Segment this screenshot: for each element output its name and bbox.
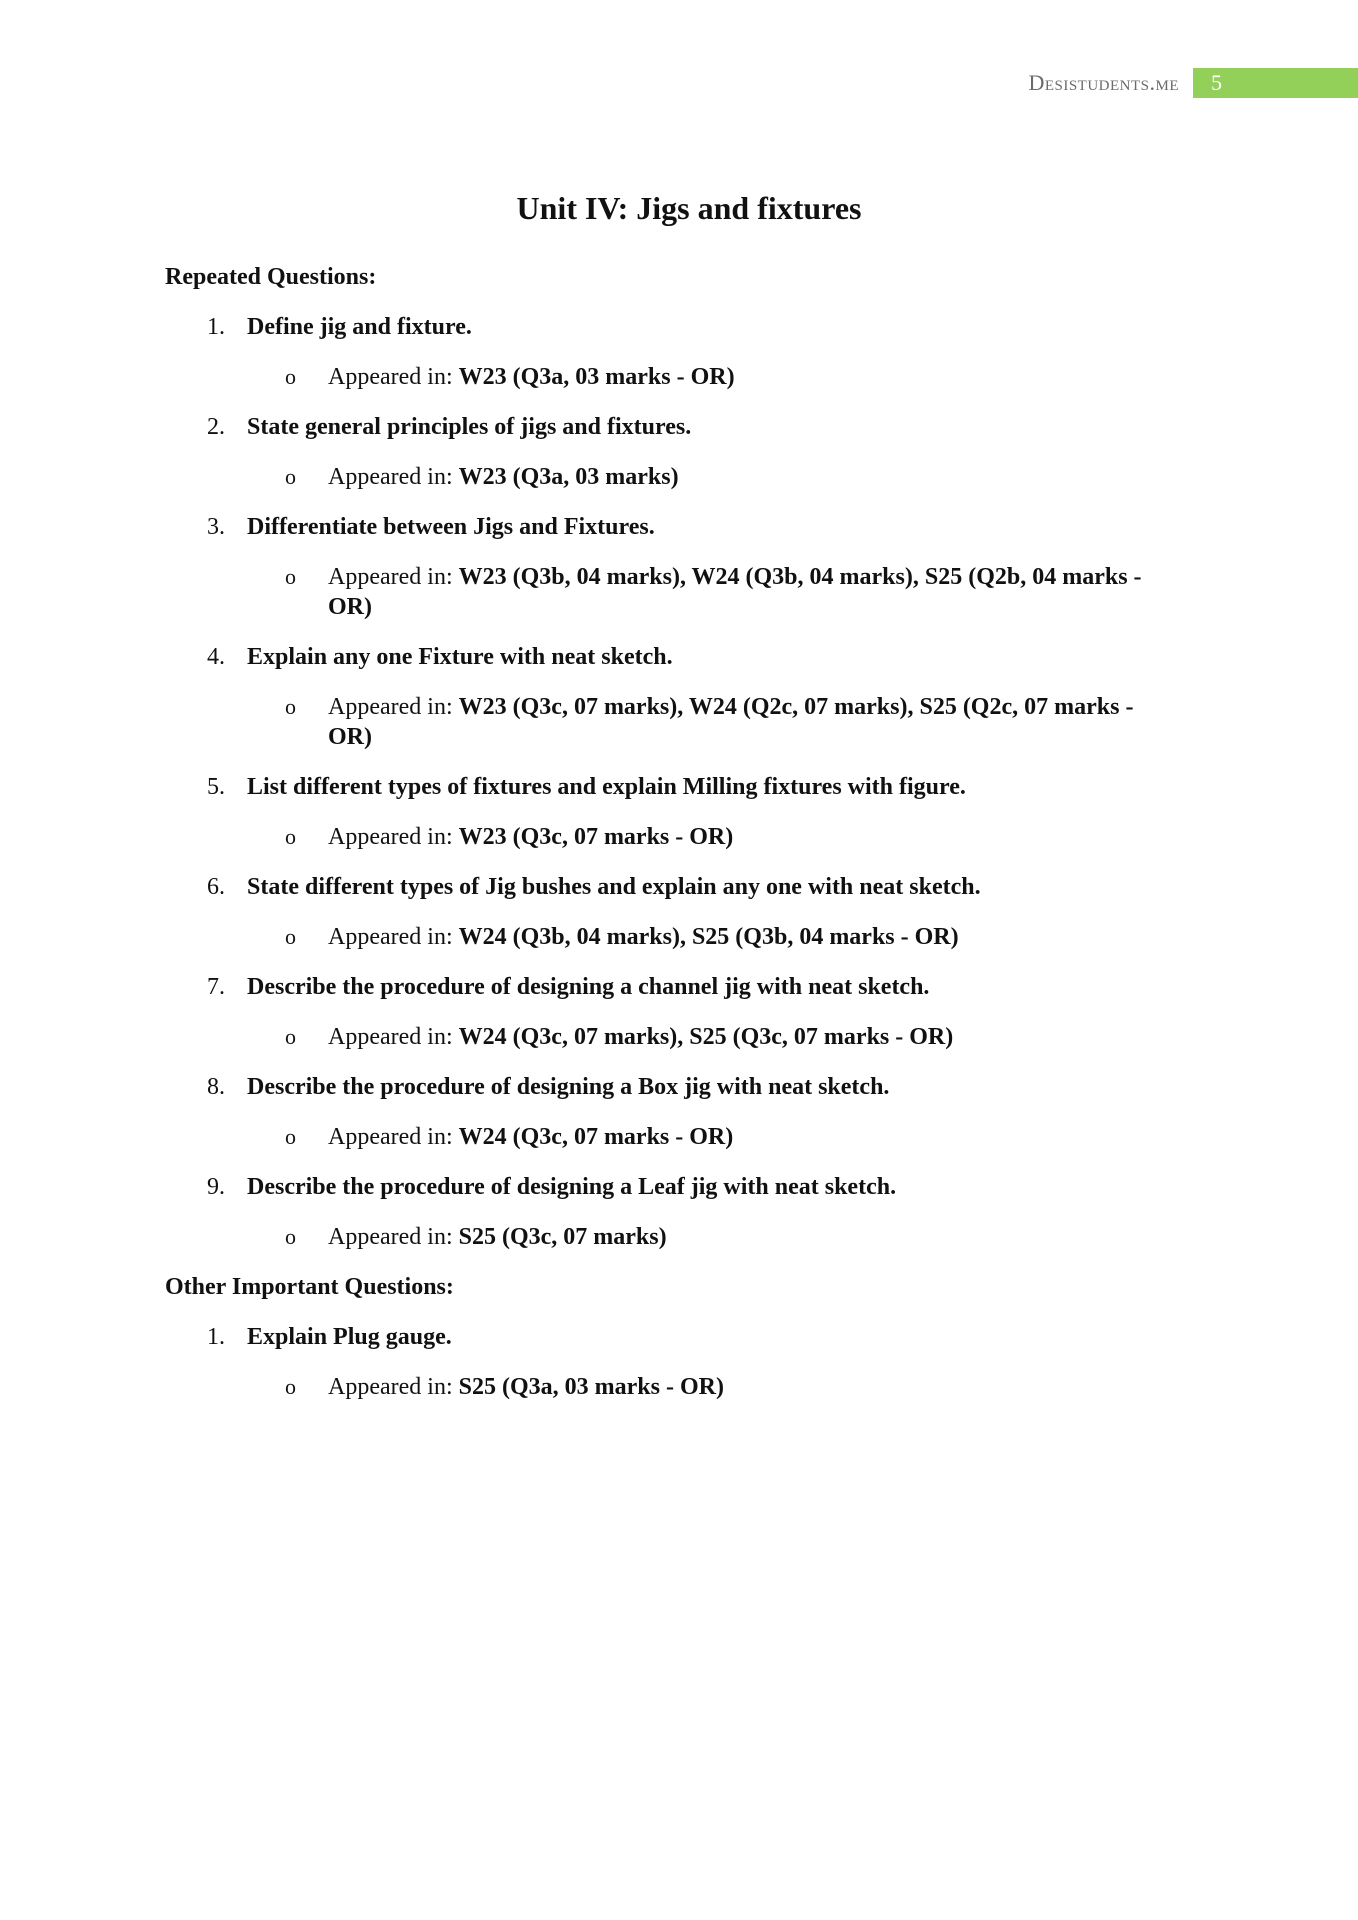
question-row: [165, 412, 1195, 442]
repeated-questions-heading: Repeated Questions:: [165, 264, 377, 290]
bullet-cell: [165, 1122, 328, 1152]
question-row: [165, 1172, 1195, 1202]
question-text: Explain any one Fixture with neat sketch.: [247, 644, 673, 670]
page-title: Unit IV: Jigs and fixtures: [516, 190, 862, 226]
bullet-icon: o: [285, 464, 296, 489]
appeared-in-label: Appeared in:: [328, 924, 459, 950]
appearance-references: W23 (Q3a, 03 marks - OR): [458, 364, 735, 390]
appearance-references: W23 (Q3b, 04 marks), W24 (Q3b, 04 marks), S25 (Q2b, 04 marks - OR): [328, 564, 1142, 620]
page-header: [1028, 68, 1358, 98]
appearance-references: W23 (Q3c, 07 marks), W24 (Q2c, 07 marks), S25 (Q2c, 07 marks - OR): [328, 694, 1134, 750]
question-number-cell: [165, 412, 247, 442]
question-row: [165, 642, 1195, 672]
bullet-icon: o: [285, 824, 296, 849]
question-item: [165, 642, 1195, 752]
question-number: 2.: [207, 414, 225, 440]
question-number: 5.: [207, 774, 225, 800]
question-item: [165, 872, 1195, 952]
question-number: 7.: [207, 974, 225, 1000]
question-text: Differentiate between Jigs and Fixtures.: [247, 514, 655, 540]
appearance-references: W24 (Q3b, 04 marks), S25 (Q3b, 04 marks - OR): [458, 924, 959, 950]
appeared-in-label: Appeared in:: [328, 694, 459, 720]
appearance-row: [165, 1372, 1195, 1402]
appearance-references: S25 (Q3c, 07 marks): [458, 1224, 667, 1250]
bullet-icon: o: [285, 924, 296, 949]
question-row: [165, 972, 1195, 1002]
repeated-questions-list: [165, 312, 1195, 1252]
bullet-icon: o: [285, 694, 296, 719]
appearance-references: W23 (Q3a, 03 marks): [458, 464, 679, 490]
question-row: [165, 772, 1195, 802]
question-number-cell: [165, 872, 247, 902]
appeared-in-label: Appeared in:: [328, 1374, 459, 1400]
question-number: 3.: [207, 514, 225, 540]
question-row: [165, 512, 1195, 542]
bullet-icon: o: [285, 1224, 296, 1249]
appearance-row: [165, 462, 1195, 492]
question-item: [165, 1172, 1195, 1252]
question-number-cell: [165, 1172, 247, 1202]
question-item: [165, 312, 1195, 392]
appearance-references: W23 (Q3c, 07 marks - OR): [458, 824, 734, 850]
appearance-text: [328, 1372, 1168, 1402]
appearance-text: [328, 462, 1168, 492]
appeared-in-label: Appeared in:: [328, 1024, 459, 1050]
appearance-row: [165, 1122, 1195, 1152]
appeared-in-label: Appeared in:: [328, 564, 459, 590]
appearance-row: [165, 922, 1195, 952]
bullet-icon: o: [285, 364, 296, 389]
appearance-row: [165, 362, 1195, 392]
bullet-icon: o: [285, 1124, 296, 1149]
question-row: [165, 1072, 1195, 1102]
bullet-cell: [165, 1222, 328, 1252]
bullet-cell: [165, 362, 328, 392]
question-text: State general principles of jigs and fixtures.: [247, 414, 692, 440]
question-number-cell: [165, 512, 247, 542]
appearance-text: [328, 1122, 1168, 1152]
question-item: [165, 1072, 1195, 1152]
appearance-row: [165, 822, 1195, 852]
appeared-in-label: Appeared in:: [328, 1224, 459, 1250]
appearance-text: [328, 692, 1168, 752]
question-number: 8.: [207, 1074, 225, 1100]
question-number: 1.: [207, 314, 225, 340]
bullet-cell: [165, 1022, 328, 1052]
bullet-cell: [165, 462, 328, 492]
appearance-text: [328, 362, 1168, 392]
appearance-row: [165, 692, 1195, 752]
appearance-text: [328, 562, 1168, 622]
question-item: [165, 972, 1195, 1052]
document-body: [165, 262, 1195, 1422]
site-name: Desistudents.me: [1028, 70, 1179, 95]
question-text: Explain Plug gauge.: [247, 1324, 452, 1350]
appearance-references: W24 (Q3c, 07 marks), S25 (Q3c, 07 marks - OR): [458, 1024, 954, 1050]
bullet-icon: o: [285, 564, 296, 589]
question-row: [165, 1322, 1195, 1352]
question-item: [165, 512, 1195, 622]
question-item: [165, 412, 1195, 492]
question-number-cell: [165, 972, 247, 1002]
question-text: List different types of fixtures and explain Milling fixtures with figure.: [247, 774, 966, 800]
question-item: [165, 1322, 1195, 1402]
appearance-row: [165, 1022, 1195, 1052]
question-text: Describe the procedure of designing a Box jig with neat sketch.: [247, 1074, 890, 1100]
bullet-cell: [165, 562, 328, 622]
question-number: 6.: [207, 874, 225, 900]
appearance-text: [328, 922, 1168, 952]
question-number: 9.: [207, 1174, 225, 1200]
question-number-cell: [165, 772, 247, 802]
question-row: [165, 872, 1195, 902]
question-text: Describe the procedure of designing a Leaf jig with neat sketch.: [247, 1174, 897, 1200]
question-number: 4.: [207, 644, 225, 670]
appearance-references: W24 (Q3c, 07 marks - OR): [458, 1124, 734, 1150]
appeared-in-label: Appeared in:: [328, 364, 459, 390]
appearance-text: [328, 1222, 1168, 1252]
bullet-cell: [165, 822, 328, 852]
appeared-in-label: Appeared in:: [328, 1124, 459, 1150]
bullet-cell: [165, 692, 328, 752]
other-questions-list: [165, 1322, 1195, 1402]
appeared-in-label: Appeared in:: [328, 824, 459, 850]
question-item: [165, 772, 1195, 852]
appearance-text: [328, 822, 1168, 852]
appearance-row: [165, 1222, 1195, 1252]
appeared-in-label: Appeared in:: [328, 464, 459, 490]
bullet-icon: o: [285, 1374, 296, 1399]
bullet-cell: [165, 922, 328, 952]
page-number: 5: [1193, 68, 1358, 98]
question-row: [165, 312, 1195, 342]
appearance-row: [165, 562, 1195, 622]
other-questions-heading: Other Important Questions:: [165, 1274, 454, 1300]
question-number-cell: [165, 312, 247, 342]
question-number-cell: [165, 1322, 247, 1352]
question-text: Define jig and fixture.: [247, 314, 472, 340]
bullet-cell: [165, 1372, 328, 1402]
question-text: Describe the procedure of designing a channel jig with neat sketch.: [247, 974, 930, 1000]
question-number-cell: [165, 642, 247, 672]
appearance-text: [328, 1022, 1168, 1052]
bullet-icon: o: [285, 1024, 296, 1049]
appearance-references: S25 (Q3a, 03 marks - OR): [458, 1374, 724, 1400]
question-number: 1.: [207, 1324, 225, 1350]
question-number-cell: [165, 1072, 247, 1102]
question-text: State different types of Jig bushes and explain any one with neat sketch.: [247, 874, 981, 900]
